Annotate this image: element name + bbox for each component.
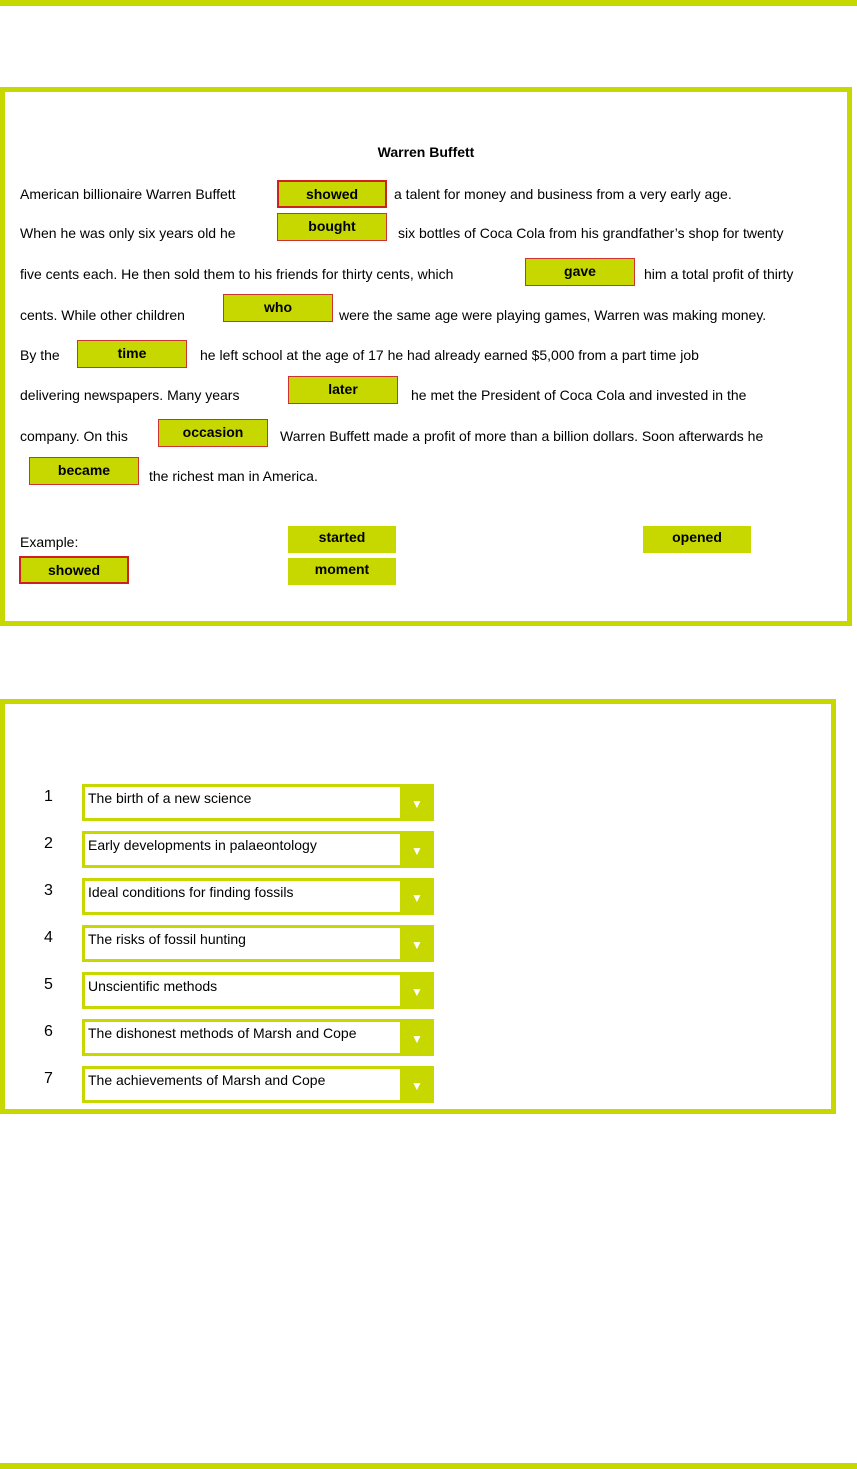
- gap-fill-exercise-panel: [0, 87, 852, 626]
- dropdown-arrow-icon[interactable]: ▼: [400, 972, 434, 1009]
- heading-matching-panel: [0, 699, 836, 1114]
- option-started[interactable]: started: [288, 526, 396, 553]
- line-4-pre-text: cents. While other children: [20, 307, 185, 323]
- select-value: The dishonest methods of Marsh and Cope: [88, 1025, 357, 1041]
- heading-select-5[interactable]: [82, 972, 434, 1009]
- gap-8-answer[interactable]: became: [29, 457, 139, 485]
- example-answer: showed: [19, 556, 129, 584]
- line-2-post-text: six bottles of Coca Cola from his grandfather’s shop for twenty: [398, 225, 784, 241]
- line-5-post-text: he left school at the age of 17 he had already earned $5,000 from a part time job: [200, 347, 699, 363]
- gap-1-answer[interactable]: showed: [277, 180, 387, 208]
- line-8-post-text: the richest man in America.: [149, 468, 318, 484]
- bottom-border-bar: [0, 1463, 857, 1469]
- select-value: The risks of fossil hunting: [88, 931, 246, 947]
- item-number: 3: [44, 882, 53, 899]
- exercise-title: Warren Buffett: [377, 144, 475, 160]
- select-value: Unscientific methods: [88, 978, 218, 994]
- line-6-pre-text: delivering newspapers. Many years: [20, 387, 240, 403]
- line-7-post-text: Warren Buffett made a profit of more than a billion dollars. Soon afterwards he: [280, 428, 764, 444]
- dropdown-arrow-icon[interactable]: ▼: [400, 878, 434, 915]
- gap-4-answer[interactable]: who: [223, 294, 333, 322]
- line-2-pre-text: When he was only six years old he: [20, 225, 236, 241]
- gap-7-answer[interactable]: occasion: [158, 419, 268, 447]
- item-number: 7: [44, 1070, 53, 1087]
- gap-3-answer[interactable]: gave: [525, 258, 635, 286]
- heading-select-1[interactable]: [82, 784, 434, 821]
- dropdown-arrow-icon[interactable]: ▼: [400, 1066, 434, 1103]
- option-moment[interactable]: moment: [288, 558, 396, 585]
- example-label: Example:: [20, 534, 79, 550]
- line-7-pre-text: company. On this: [20, 428, 128, 444]
- line-1-post-text: a talent for money and business from a very early age.: [394, 186, 732, 202]
- line-5-pre-text: By the: [20, 347, 60, 363]
- heading-select-6[interactable]: [82, 1019, 434, 1056]
- option-opened[interactable]: opened: [643, 526, 751, 553]
- line-3-pre-text: five cents each. He then sold them to his friends for thirty cents, which: [20, 266, 454, 282]
- line-6-post-text: he met the President of Coca Cola and invested in the: [411, 387, 747, 403]
- dropdown-arrow-icon[interactable]: ▼: [400, 784, 434, 821]
- heading-select-4[interactable]: [82, 925, 434, 962]
- select-value: Early developments in palaeontology: [88, 837, 317, 853]
- heading-select-3[interactable]: [82, 878, 434, 915]
- heading-select-7[interactable]: [82, 1066, 434, 1103]
- item-number: 4: [44, 929, 53, 946]
- gap-5-answer[interactable]: time: [77, 340, 187, 368]
- gap-2-answer[interactable]: bought: [277, 213, 387, 241]
- item-number: 6: [44, 1023, 53, 1040]
- item-number: 1: [44, 788, 53, 805]
- line-1-pre-text: American billionaire Warren Buffett: [20, 186, 236, 202]
- select-value: Ideal conditions for finding fossils: [88, 884, 294, 900]
- dropdown-arrow-icon[interactable]: ▼: [400, 831, 434, 868]
- select-value: The birth of a new science: [88, 790, 252, 806]
- heading-select-2[interactable]: [82, 831, 434, 868]
- item-number: 5: [44, 976, 53, 993]
- dropdown-arrow-icon[interactable]: ▼: [400, 925, 434, 962]
- select-value: The achievements of Marsh and Cope: [88, 1072, 326, 1088]
- line-4-post-text: were the same age were playing games, Warren was making money.: [339, 307, 767, 323]
- dropdown-arrow-icon[interactable]: ▼: [400, 1019, 434, 1056]
- top-border-bar: [0, 0, 857, 6]
- line-3-post-text: him a total profit of thirty: [644, 266, 794, 282]
- gap-6-answer[interactable]: later: [288, 376, 398, 404]
- item-number: 2: [44, 835, 53, 852]
